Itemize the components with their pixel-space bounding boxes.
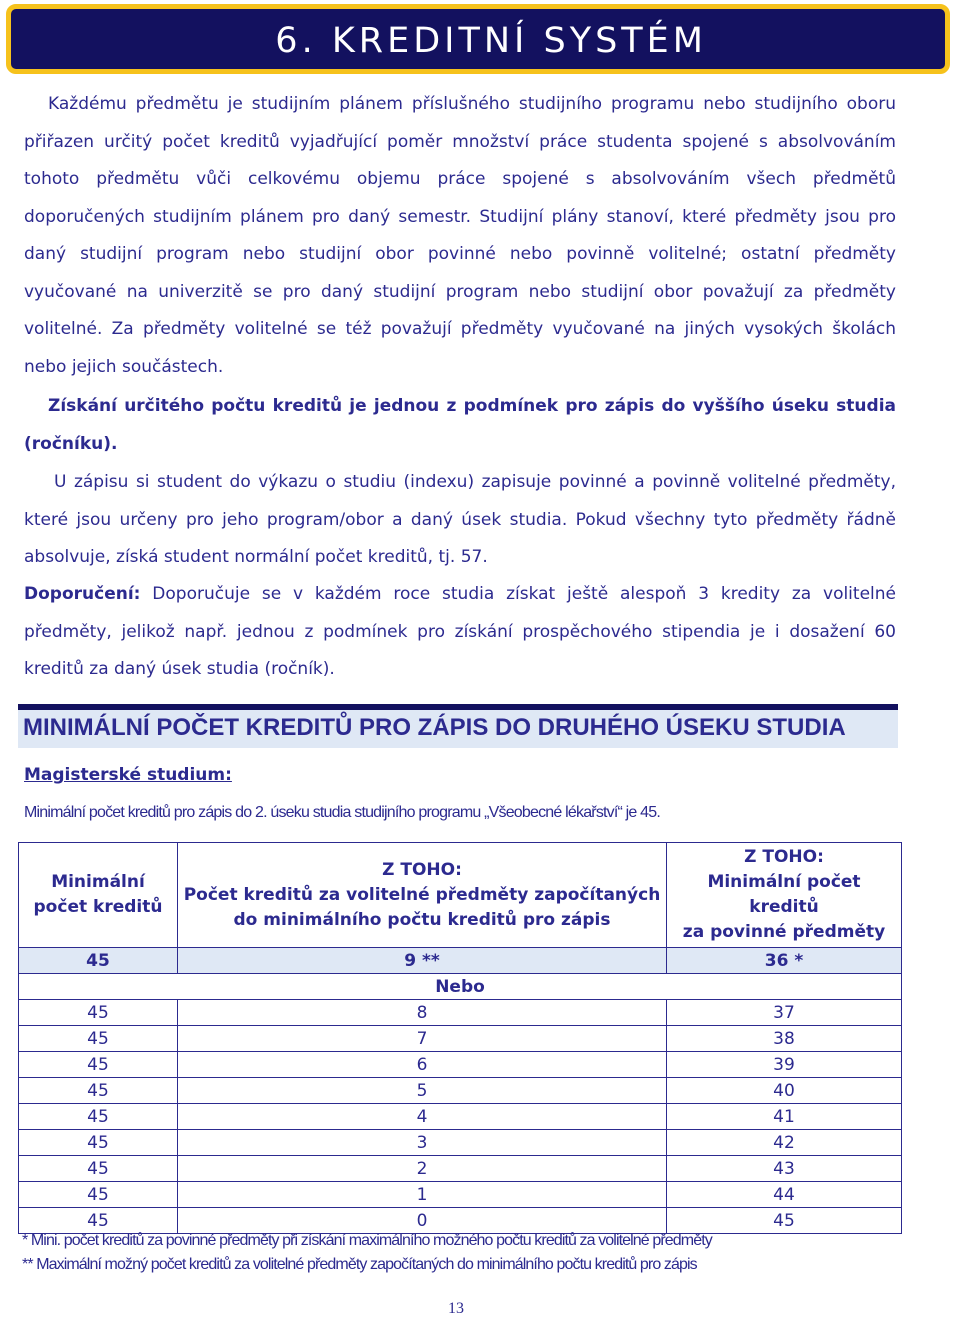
intro-text: Každému předmětu je studijním plánem příslušného studijního programu nebo studijního oboru přiřazen určitý počet kreditů vyjadřující poměr množství práce studenta spojené s absolvováním tohoto předmětu vůči celkovému objemu práce spojené s absolvováním všech předmětů doporučených studijním plánem pro daný semestr. Studijní plány stanoví, které předměty jsou pro daný studijní program nebo studijní obor povinné nebo povinně volitelné; ostatní předměty vyučované na univerzitě se pro daný studijní program nebo studijní obor považují za předměty volitelné. Za předměty volitelné se též považují předměty vyučované na jiných vysokých školách nebo jejich součástech. xyxy=(24,94,896,377)
table-cell: 45 xyxy=(19,1078,178,1104)
table-row xyxy=(19,1104,902,1130)
table-cell: 36 * xyxy=(667,948,902,974)
table-row xyxy=(19,1000,902,1026)
table-cell: 45 xyxy=(19,1026,178,1052)
table-cell: 41 xyxy=(667,1104,902,1130)
table-cell: 45 xyxy=(19,1182,178,1208)
enrollment-text: U zápisu si student do výkazu o studiu (indexu) zapisuje povinné a povinně volitelné předměty, které jsou určeny pro jeho program/obor a daný úsek studia. Pokud všechny tyto předměty řádně absolvuje, získá student normální počet kreditů, tj. 57. xyxy=(24,472,896,567)
table-cell: 8 xyxy=(178,1000,667,1026)
table-cell: 40 xyxy=(667,1078,902,1104)
subheading-master-study: Magisterské studium: xyxy=(24,765,232,785)
chapter-banner xyxy=(6,4,950,74)
table-cell: 4 xyxy=(178,1104,667,1130)
recommendation-label: Doporučení: xyxy=(24,584,141,604)
table-row xyxy=(19,1182,902,1208)
table-row xyxy=(19,1078,902,1104)
section-heading xyxy=(18,704,898,748)
chapter-title: 6. KREDITNÍ SYSTÉM xyxy=(275,21,707,61)
page-number: 13 xyxy=(448,1300,464,1317)
table-header-row xyxy=(19,843,902,948)
table-cell: 2 xyxy=(178,1156,667,1182)
table-cell: 45 xyxy=(19,1000,178,1026)
table-cell: 45 xyxy=(19,948,178,974)
table-row-highlight xyxy=(19,948,902,974)
header-min-credits: Minimální počet kreditů xyxy=(19,843,178,948)
table-cell: 37 xyxy=(667,1000,902,1026)
table-cell: 45 xyxy=(19,1052,178,1078)
table-cell: 42 xyxy=(667,1130,902,1156)
footnote-single-star: * Mini. počet kreditů za povinné předměty při získání maximálního možného počtu kreditů za volitelné předměty xyxy=(22,1232,712,1249)
table-cell: 39 xyxy=(667,1052,902,1078)
minimum-credits-note: Minimální počet kreditů pro zápis do 2. úseku studia studijního programu „Všeobecné lékařství“ je 45. xyxy=(24,804,661,821)
table-cell: 45 xyxy=(19,1208,178,1234)
table-cell: 9 ** xyxy=(178,948,667,974)
table-row xyxy=(19,1208,902,1234)
table-cell: 45 xyxy=(19,1156,178,1182)
intro-paragraph xyxy=(24,86,896,386)
table-cell: 3 xyxy=(178,1130,667,1156)
credits-table xyxy=(18,842,902,1234)
table-cell: 45 xyxy=(667,1208,902,1234)
enrollment-paragraph xyxy=(24,464,896,577)
condition-paragraph xyxy=(24,388,896,463)
header-elective-credits: Z TOHO: Počet kreditů za volitelné předměty započítaných do minimálního počtu kreditů pro zápis xyxy=(178,843,667,948)
table-cell: 38 xyxy=(667,1026,902,1052)
table-cell: 6 xyxy=(178,1052,667,1078)
table-cell: 45 xyxy=(19,1130,178,1156)
table-cell: 44 xyxy=(667,1182,902,1208)
table-cell: 1 xyxy=(178,1182,667,1208)
table-cell: 5 xyxy=(178,1078,667,1104)
section-heading-text: MINIMÁLNÍ POČET KREDITŮ PRO ZÁPIS DO DRUHÉHO ÚSEKU STUDIA xyxy=(23,714,846,741)
table-cell: 45 xyxy=(19,1104,178,1130)
table-row xyxy=(19,1052,902,1078)
recommendation-paragraph xyxy=(24,576,896,689)
table-row xyxy=(19,1130,902,1156)
condition-text: Získání určitého počtu kreditů je jednou z podmínek pro zápis do vyššího úseku studia (ročníku). xyxy=(24,396,896,454)
table-row xyxy=(19,1156,902,1182)
table-cell: 43 xyxy=(667,1156,902,1182)
table-row xyxy=(19,1026,902,1052)
separator-cell: Nebo xyxy=(19,974,902,1000)
footnote-double-star: ** Maximální možný počet kreditů za volitelné předměty započítaných do minimálního počtu kreditů pro zápis xyxy=(22,1256,697,1273)
header-mandatory-credits: Z TOHO: Minimální počet kreditů za povinné předměty xyxy=(667,843,902,948)
table-cell: 7 xyxy=(178,1026,667,1052)
table-row-separator xyxy=(19,974,902,1000)
table-cell: 0 xyxy=(178,1208,667,1234)
recommendation-text: Doporučuje se v každém roce studia získat ještě alespoň 3 kredity za volitelné předměty, jelikož např. jednou z podmínek pro získání prospěchového stipendia je i dosažení 60 kreditů za daný úsek studia (ročník). xyxy=(24,584,896,679)
